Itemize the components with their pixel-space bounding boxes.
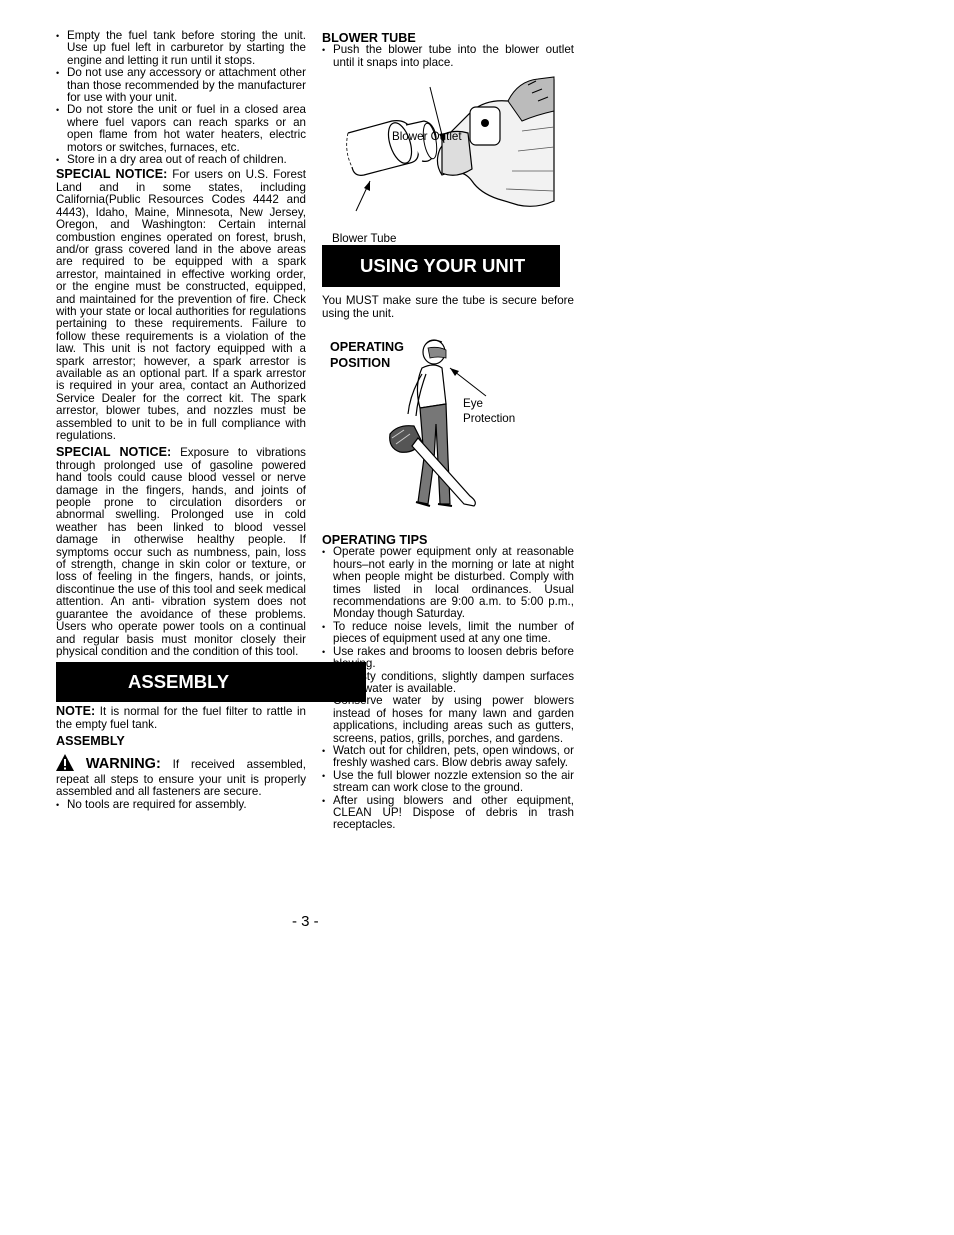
left-column [56, 30, 306, 811]
operating-position-line1: OPERATING [330, 340, 404, 355]
must-secure-text: You MUST make sure the tube is secure before using the unit. [322, 294, 574, 320]
list-item: • Watch out for children, pets, open windows, or freshly washed cars. Blow debris away safely. [322, 745, 574, 770]
list-item: • To reduce noise levels, limit the number of pieces of equipment used at any one time. [322, 621, 574, 646]
list-item: • Use the full blower nozzle extension so the air stream can work close to the ground. [322, 770, 574, 795]
operating-person-illustration [322, 338, 574, 516]
special-notice-text: For users on U.S. Forest Land and in some states, including California(Public Resources Codes 4442 and 4443), Idaho, Maine, Minnesota, New Jersey, Oregon, and Washington: Certain internal combustion engines operated on forest, brush, and/or grass covered land in the above areas are required to be equipped with a spark arrestor, maintained in effective working order, or the engine must be constructed, equipped, and maintained for the prevention of fire. Check with your state or local authorities for regulations pertaining to these requirements. Failure to follow these requirements is a violation of the law. This unit is not factory equipped with a spark arrestor; however, a spark arrestor is available as an optional part. If a spark arrestor is required in your area, contact an Authorized Service Dealer for the correct kit. The spark arrestor, blower tubes, and nozzles must be assembled to unit to be in full compliance with regulations. [56, 168, 306, 442]
assembly-banner: ASSEMBLY [56, 662, 366, 702]
list-item: • Store in a dry area out of reach of children. [56, 154, 306, 166]
list-item: • Push the blower tube into the blower outlet until it snaps into place. [322, 44, 574, 69]
list-item: • After using blowers and other equipment, CLEAN UP! Dispose of debris in trash receptacles. [322, 795, 574, 832]
list-item: • Use rakes and brooms to loosen debris before blowing. [322, 646, 574, 671]
blower-tube-label: Blower Tube [332, 232, 397, 246]
warning-text: If received assembled, repeat all steps to ensure your unit is properly assembled and all fasteners are secure. [56, 757, 306, 799]
special-notice-label: SPECIAL NOTICE: [56, 167, 168, 182]
operating-position-line2: POSITION [330, 356, 391, 371]
eye-protection-line1: Eye [463, 397, 483, 411]
special-notice-label: SPECIAL NOTICE: [56, 445, 172, 460]
assembly-bullet-list [56, 799, 306, 811]
eye-protection-line2: Protection [463, 412, 516, 426]
note-label: NOTE: [56, 704, 96, 719]
blower-tube-heading: BLOWER TUBE [322, 31, 416, 45]
operating-position-figure [322, 338, 574, 516]
list-item: • Operate power equipment only at reasonable hours–not early in the morning or late at night when people might be disturbed. Comply with times listed in local ordinances. Usual recommendations are 9:00 a.m. to 5:00 p.m., Monday though Saturday. [322, 546, 574, 620]
page-number: - 3 - [292, 913, 319, 930]
list-item: • No tools are required for assembly. [56, 799, 306, 811]
list-item: • Do not store the unit or fuel in a closed area where fuel vapors can reach sparks or an open flame from hot water heaters, electric motors or switches, furnaces, etc. [56, 104, 306, 154]
warning-icon [56, 754, 74, 774]
note-text: It is normal for the fuel filter to rattle in the empty fuel tank. [56, 705, 306, 731]
blower-tube-bullet-list [322, 44, 574, 69]
list-item: • Do not use any accessory or attachment other than those recommended by the manufacturer for use with your unit. [56, 67, 306, 104]
assembly-heading: ASSEMBLY [56, 734, 125, 749]
special-notice-text: Exposure to vibrations through prolonged use of gasoline powered hand tools could cause blood vessel or nerve damage in the fingers, hands, and joints of people prone to circulation disorders or abnormal swelling. Prolonged use in cold weather has been linked to blood vessel damage in otherwise healthy people. If symptoms occur such as numbness, pain, loss of strength, change in skin color or texture, or loss of feeling in the fingers, hands, or joints, discontinue the use of this tool and seek medical attention. An anti- vibration system does not guarantee the avoidance of these problems. Users who operate power tools on a continual and regular basis must monitor closely their physical condition and the condition of this tool. [56, 446, 306, 658]
eye-protection-label [463, 396, 515, 426]
special-notice-vibration [56, 446, 306, 658]
list-item: • Conserve water by using power blowers instead of hoses for many lawn and garden applications, including areas such as gutters, screens, patios, grills, porches, and gardens. [322, 695, 574, 745]
list-item: • Empty the fuel tank before storing the unit. Use up fuel left in carburetor by starting the engine and letting it run until it stops. [56, 30, 306, 67]
using-your-unit-banner: USING YOUR UNIT [322, 245, 560, 287]
list-item: • In dusty conditions, slightly dampen surfaces when water is available. [322, 671, 574, 696]
right-column [322, 30, 574, 832]
blower-tube-illustration [322, 71, 574, 231]
blower-tube-figure [322, 71, 574, 246]
operating-tips-list [322, 546, 574, 831]
special-notice-spark-arrestor [56, 168, 306, 442]
note-paragraph [56, 705, 306, 731]
blower-outlet-label: Blower Outlet [392, 130, 462, 144]
storage-bullet-list [56, 30, 306, 166]
warning-label: WARNING: [85, 755, 161, 772]
warning-paragraph [56, 754, 306, 799]
operating-tips-heading: OPERATING TIPS [322, 533, 428, 548]
